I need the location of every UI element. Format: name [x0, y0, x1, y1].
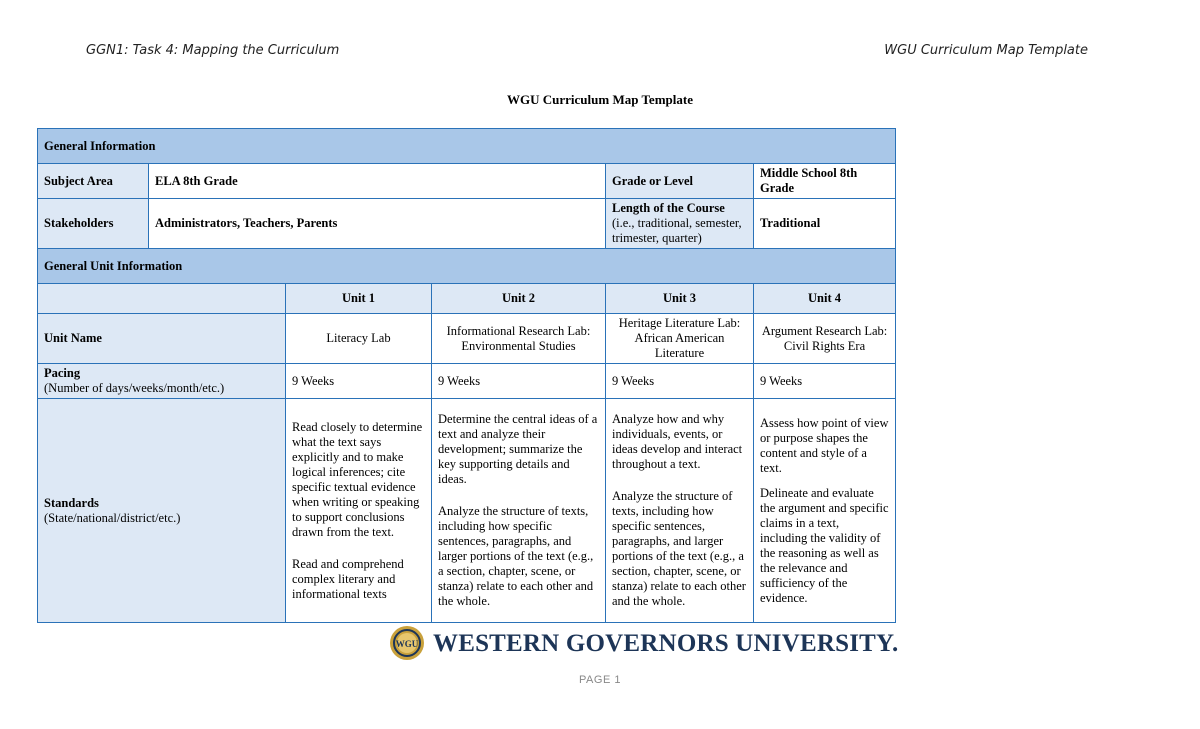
- unit-3-name: Heritage Literature Lab: African American Literature: [606, 314, 754, 364]
- unit-4-header: Unit 4: [754, 284, 896, 314]
- unit-2-header: Unit 2: [432, 284, 606, 314]
- length-of-course-cell: [606, 199, 754, 249]
- pacing-cell: [38, 364, 286, 399]
- unit-4-standard-2: Delineate and evaluate the argument and specific claims in a text, including the validity of the reasoning as well as the relevance and sufficiency of the evidence.: [760, 485, 889, 605]
- subject-area-label: Subject Area: [38, 164, 149, 199]
- unit-1-standard-2: Read and comprehend complex literary and informational texts: [292, 556, 404, 601]
- unit-3-standard-1: Analyze how and why individuals, events, or ideas develop and interact throughout a text.: [612, 412, 743, 471]
- unit-2-standard-2: Analyze the structure of texts, including how specific sentences, paragraphs, and larger portions of the text (e.g., a section, chapter, scene, or stanza) relate to each other and the whole.: [438, 504, 594, 608]
- wgu-logo: [389, 624, 899, 662]
- general-unit-information-heading: General Unit Information: [38, 249, 896, 284]
- grade-level-value: Middle School 8th Grade: [754, 164, 896, 199]
- page-number: PAGE 1: [579, 674, 621, 686]
- unit-3-header: Unit 3: [606, 284, 754, 314]
- standards-cell: [38, 399, 286, 623]
- grade-level-label: Grade or Level: [606, 164, 754, 199]
- unit-4-pacing: 9 Weeks: [754, 364, 896, 399]
- unit-name-label: Unit Name: [38, 314, 286, 364]
- wgu-logo-text: WESTERN GOVERNORS UNIVERSITY.: [433, 630, 899, 657]
- unit-1-standard-1: Read closely to determine what the text says explicitly and to make logical inferences; cite specific textual evidence when writing or speaking to support conclusions drawn from the text.: [292, 419, 423, 539]
- document-title: WGU Curriculum Map Template: [507, 92, 693, 107]
- unit-1-header: Unit 1: [286, 284, 432, 314]
- unit-1-name: Literacy Lab: [286, 314, 432, 364]
- unit-3-pacing: 9 Weeks: [606, 364, 754, 399]
- header-right: WGU Curriculum Map Template: [884, 43, 1088, 58]
- pacing-label: Pacing: [44, 366, 81, 380]
- length-of-course-label: Length of the Course: [612, 201, 725, 215]
- unit-4-standard-1: Assess how point of view or purpose shapes the content and style of a text.: [760, 415, 889, 475]
- wgu-seal-text: WGU: [395, 639, 419, 649]
- standards-label: Standards: [44, 495, 99, 510]
- unit-1-standards: [286, 399, 432, 623]
- subject-area-value: ELA 8th Grade: [149, 164, 606, 199]
- unit-2-standard-1: Determine the central ideas of a text and analyze their development; summarize the key supporting details and ideas.: [438, 412, 598, 486]
- unit-4-name: Argument Research Lab: Civil Rights Era: [754, 314, 896, 364]
- stakeholders-value: Administrators, Teachers, Parents: [149, 199, 606, 249]
- length-of-course-hint: (i.e., traditional, semester, trimester, quarter): [612, 216, 742, 245]
- unit-4-standards: [754, 399, 896, 623]
- general-information-heading: General Information: [38, 129, 896, 164]
- unit-3-standards: [606, 399, 754, 623]
- unit-2-pacing: 9 Weeks: [432, 364, 606, 399]
- unit-2-name: Informational Research Lab: Environmental Studies: [432, 314, 606, 364]
- unit-3-standard-2: Analyze the structure of texts, including how specific sentences, paragraphs, and larger portions of the text (e.g., a section, chapter, scene, or stanza) relate to each other and the whole.: [612, 489, 746, 608]
- curriculum-map-table: [37, 128, 896, 623]
- unit-2-standards: [432, 399, 606, 623]
- length-of-course-value: Traditional: [754, 199, 896, 249]
- unit-1-pacing: 9 Weeks: [286, 364, 432, 399]
- stakeholders-label: Stakeholders: [38, 199, 149, 249]
- wgu-seal-icon: [389, 625, 425, 661]
- standards-hint: (State/national/district/etc.): [44, 510, 181, 525]
- pacing-hint: (Number of days/weeks/month/etc.): [44, 381, 225, 395]
- header-left: GGN1: Task 4: Mapping the Curriculum: [86, 43, 340, 58]
- unit-header-blank: [38, 284, 286, 314]
